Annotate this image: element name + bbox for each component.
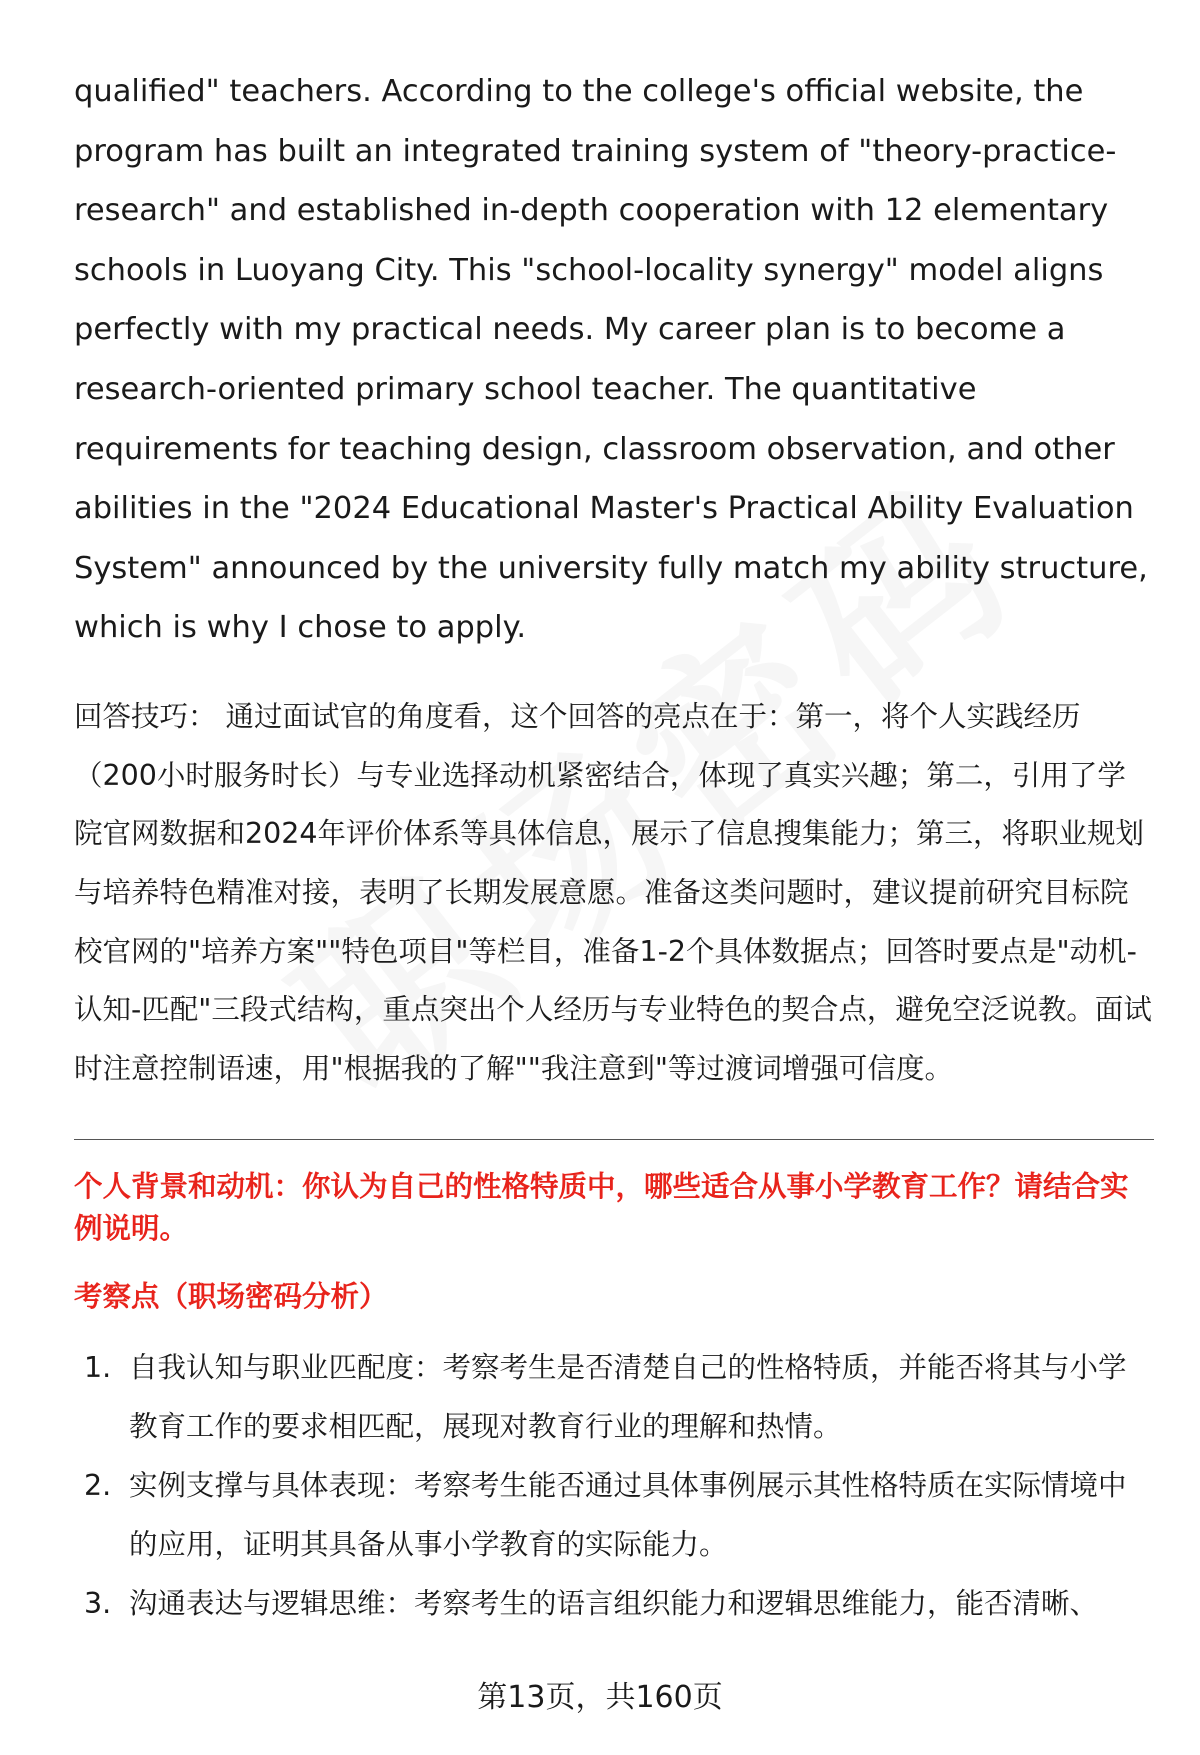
question-title: 个人背景和动机：你认为自己的性格特质中，哪些适合从事小学教育工作？请结合实例说明。 — [74, 1169, 1129, 1245]
list-item-number: 3. — [84, 1586, 112, 1620]
list-item-text: 自我认知与职业匹配度：考察考生是否清楚自己的性格特质，并能否将其与小学教育工作的要求相匹配，展现对教育行业的理解和热情。 — [129, 1350, 1127, 1443]
list-item-number: 2. — [84, 1468, 112, 1502]
list-item-text: 实例支撑与具体表现：考察考生能否通过具体事例展示其性格特质在实际情境中的应用，证明其具备从事小学教育的实际能力。 — [129, 1468, 1127, 1561]
assessment-points-heading: 考察点（职场密码分析） — [74, 1279, 388, 1313]
list-item — [74, 1338, 1154, 1456]
page-content — [74, 62, 1154, 1633]
section-divider — [74, 1139, 1154, 1140]
list-item-text: 沟通表达与逻辑思维：考察考生的语言组织能力和逻辑思维能力，能否清晰、 — [129, 1586, 1099, 1620]
list-item — [74, 1574, 1154, 1633]
page-number-footer: 第13页，共160页 — [477, 1680, 723, 1715]
assessment-points-list — [74, 1338, 1154, 1633]
answer-tip-paragraph: 回答技巧： 通过面试官的角度看，这个回答的亮点在于：第一，将个人实践经历（200小时服务时长）与专业选择动机紧密结合，体现了真实兴趣；第二，引用了学院官网数据和2024年评价体系等具体信息，展示了信息搜集能力；第三，将职业规划与培养特色精准对接，表明了长期发展意愿。准备这类问题时，建议提前研究目标院校官网的"培养方案""特色项目"等栏目，准备1-2个具体数据点；回答时要点是"动机-认知-匹配"三段式结构，重点突出个人经历与专业特色的契合点，避免空泛说教。面试时注意控制语速，用"根据我的了解""我注意到"等过渡词增强可信度。 — [74, 699, 1152, 1086]
list-item-number: 1. — [84, 1350, 112, 1384]
list-item — [74, 1456, 1154, 1574]
english-answer-paragraph: qualified" teachers. According to the college's official website, the program has built an integrated training system of "theory-practice-research" and established in-depth cooperation with 12 elementary schools in Luoyang City. This "school-locality synergy" model aligns perfectly with my practical needs. My career plan is to become a research-oriented primary school teacher. The quantitative requirements for teaching design, classroom observation, and other abilities in the "2024 Educational Master's Practical Ability Evaluation System" announced by the university fully match my ability structure, which is why I chose to apply. — [74, 74, 1148, 646]
